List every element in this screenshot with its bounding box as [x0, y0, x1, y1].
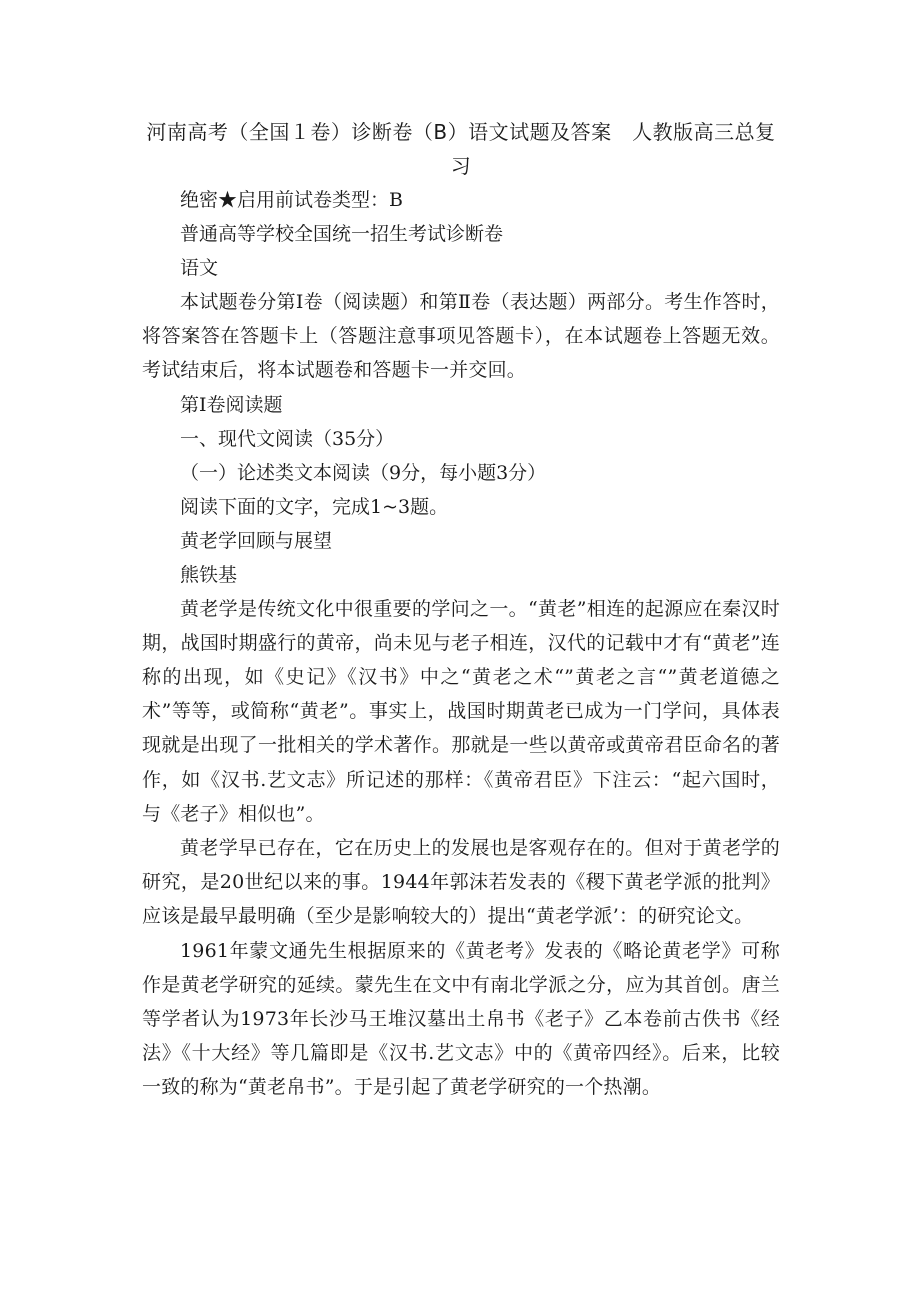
article-paragraph: 黄老学是传统文化中很重要的学问之一。“黄老”相连的起源应在秦汉时期，战国时期盛行的黄帝，尚未见与老子相连，汉代的记载中才有“黄老”连称的出现，如《史记》《汉书》中之“黄老之术“”黄老之言“”黄老道德之术”等等，或简称“黄老”。事实上，战国时期黄老已成为一门学问，具体表现就是出现了一批相关的学术著作。那就是一些以黄帝或黄帝君臣命名的著作，如《汉书.艺文志》所记述的那样：《黄帝君臣》下注云：“起六国时，与《老子》相似也”。 — [142, 597, 780, 825]
document-page — [142, 115, 780, 1105]
volume-heading: 第Ⅰ卷阅读题 — [180, 393, 283, 416]
document-title: 河南高考（全国１卷）诊断卷（B）语文试题及答案 人教版高三总复习 — [146, 120, 776, 178]
subject-line: 语文 — [180, 257, 219, 279]
exam-name-line: 普通高等学校全国统一招生考试诊断卷 — [180, 223, 504, 245]
article-author: 熊铁基 — [180, 563, 238, 586]
article-title: 黄老学回顾与展望 — [180, 529, 333, 552]
section-heading: 一、现代文阅读（35分） — [180, 427, 395, 450]
instructions-paragraph: 本试题卷分第Ⅰ卷（阅读题）和第Ⅱ卷（表达题）两部分。考生作答时，将答案答在答题卡上（答题注意事项见答题卡），在本试题卷上答题无效。考试结束后，将本试题卷和答题卡一并交回。 — [142, 291, 780, 382]
article-paragraph: 黄老学早已存在，它在历史上的发展也是客观存在的。但对于黄老学的研究，是20世纪以来的事。1944年郭沫若发表的《稷下黄老学派的批判》应该是最早最明确（至少是影响较大的）提出“黄老学派’：的研究论文。 — [142, 837, 780, 928]
confidential-line: 绝密★启用前试卷类型：B — [180, 189, 403, 211]
article-paragraph: 1961年蒙文通先生根据原来的《黄老考》发表的《略论黄老学》可称作是黄老学研究的延续。蒙先生在文中有南北学派之分，应为其首创。唐兰等学者认为1973年长沙马王堆汉墓出土帛书《老子》乙本卷前古佚书《经法》《十大经》等几篇即是《汉书.艺文志》中的《黄帝四经》。后来，比较一致的称为“黄老帛书”。于是引起了黄老学研究的一个热潮。 — [142, 939, 780, 1099]
subsection-heading: （一）论述类文本阅读（9分，每小题3分） — [180, 461, 547, 484]
reading-instruction: 阅读下面的文字，完成1~3题。 — [180, 495, 449, 518]
